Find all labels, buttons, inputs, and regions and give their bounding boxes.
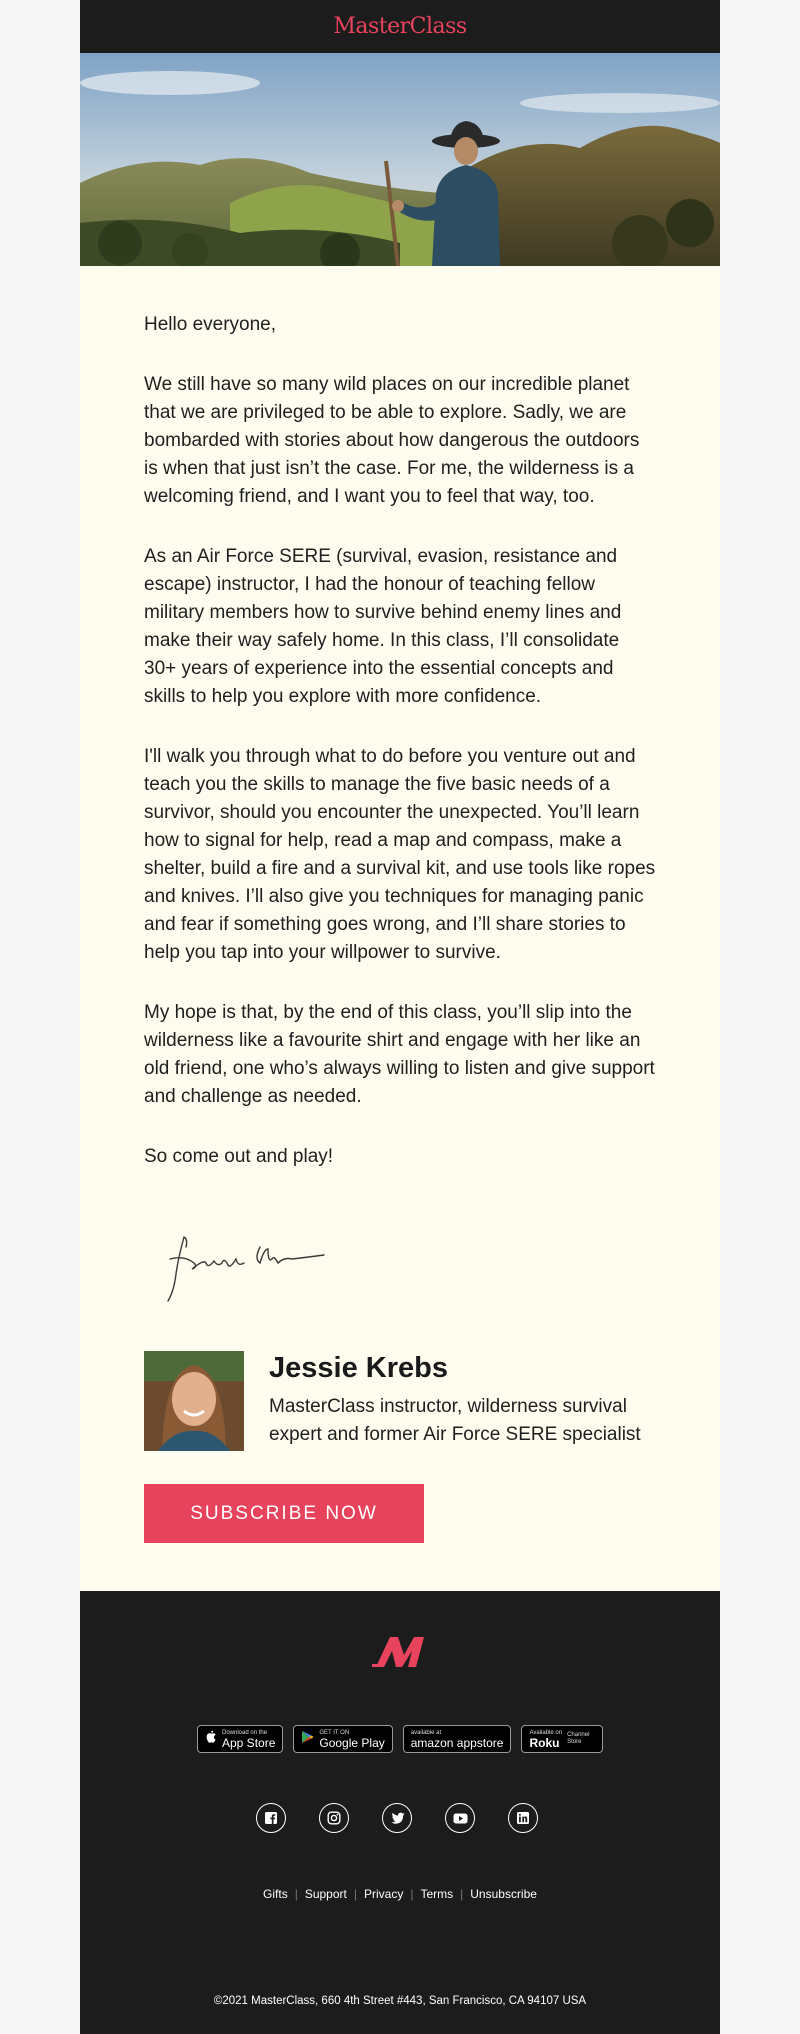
- social-links: [256, 1803, 538, 1833]
- paragraph-4: My hope is that, by the end of this class, you’ll slip into the wilderness like a favourite shirt and engage with her like an old friend, one who’s always willing to listen and give support and challenge as needed.: [144, 1002, 655, 1107]
- amazon-icon: [411, 1730, 504, 1749]
- author-avatar: [144, 1351, 244, 1451]
- email-container: [80, 0, 720, 2034]
- store-big-text: amazon appstore: [410, 1735, 504, 1750]
- footer: [80, 1591, 720, 2034]
- store-big-text: App Store: [222, 1735, 276, 1750]
- store-big-text: Google Play: [319, 1735, 385, 1750]
- handwritten-signature: [164, 1229, 334, 1314]
- google-play-icon: [301, 1730, 314, 1749]
- youtube-icon[interactable]: [445, 1803, 475, 1833]
- store-small-text: GET IT ON: [319, 1729, 350, 1736]
- masterclass-m-logo[interactable]: [370, 1633, 430, 1674]
- store-small-text: Download on the: [222, 1729, 268, 1736]
- letter-content: [144, 311, 656, 1203]
- paragraph-3: I'll walk you through what to do before you venture out and teach you the skills to manage the five basic needs of a survivor, should you encounter the unexpected. You’ll learn how to signal for help, read a map and compass, make a shelter, build a fire and a survival kit, and use tools like ropes and knives. I’ll also give you techniques for managing panic and fear if something goes wrong, and I’ll share stories to help you tap into your willpower to survive.: [144, 746, 656, 963]
- link-separator: |: [410, 1887, 414, 1901]
- link-terms[interactable]: Terms: [420, 1887, 454, 1901]
- author-bio: MasterClass instructor, wilderness survival expert and former Air Force SERE specialist: [269, 1396, 641, 1445]
- apple-icon: [205, 1730, 217, 1749]
- google-play-badge[interactable]: [293, 1725, 392, 1753]
- masterclass-wordmark[interactable]: MasterClass: [333, 14, 467, 39]
- author-name: Jessie Krebs: [269, 1352, 448, 1384]
- paragraph-1: We still have so many wild places on our incredible planet that we are privileged to be able to explore. Sadly, we are bombarded with stories about how dangerous the outdoors is when that just isn’t the case. For me, the wilderness is a welcoming friend, and I want you to feel that way, too.: [144, 374, 640, 507]
- link-gifts[interactable]: Gifts: [263, 1887, 288, 1901]
- store-small-text: Available on: [529, 1729, 563, 1736]
- app-store-badge[interactable]: [197, 1725, 283, 1753]
- header: [80, 0, 720, 53]
- amazon-appstore-badge[interactable]: [403, 1725, 512, 1753]
- link-privacy[interactable]: Privacy: [363, 1887, 404, 1901]
- store-big-text: Roku: [529, 1735, 560, 1750]
- link-separator: |: [294, 1887, 298, 1901]
- app-store-badges: [197, 1725, 603, 1753]
- link-unsubscribe[interactable]: Unsubscribe: [470, 1887, 537, 1901]
- facebook-icon[interactable]: [256, 1803, 286, 1833]
- store-small-text: available at: [410, 1729, 442, 1736]
- twitter-icon[interactable]: [382, 1803, 412, 1833]
- footer-address: ©2021 MasterClass, 660 4th Street #443, San Francisco, CA 94107 USA: [213, 1995, 587, 2007]
- subscribe-button[interactable]: SUBSCRIBE NOW: [144, 1484, 424, 1543]
- hero-image: [80, 53, 720, 266]
- store-extra-text: Channel Store: [567, 1732, 590, 1745]
- roku-icon: [529, 1730, 562, 1749]
- roku-badge[interactable]: [521, 1725, 603, 1753]
- paragraph-2: As an Air Force SERE (survival, evasion, resistance and escape) instructor, I had the honour of teaching fellow military members how to survive behind enemy lines and make their way safely home. In this class, I’ll consolidate 30+ years of experience into the essential concepts and skills to help you explore with more confidence.: [144, 546, 622, 707]
- link-support[interactable]: Support: [304, 1887, 347, 1901]
- letter-body: [80, 266, 720, 1591]
- linkedin-icon[interactable]: [508, 1803, 538, 1833]
- link-separator: |: [460, 1887, 464, 1901]
- instagram-icon[interactable]: [319, 1803, 349, 1833]
- link-separator: |: [353, 1887, 357, 1901]
- author-card: [144, 1351, 656, 1451]
- closing-line: So come out and play!: [144, 1146, 334, 1167]
- footer-links: [80, 1887, 720, 1901]
- greeting: Hello everyone,: [144, 314, 277, 335]
